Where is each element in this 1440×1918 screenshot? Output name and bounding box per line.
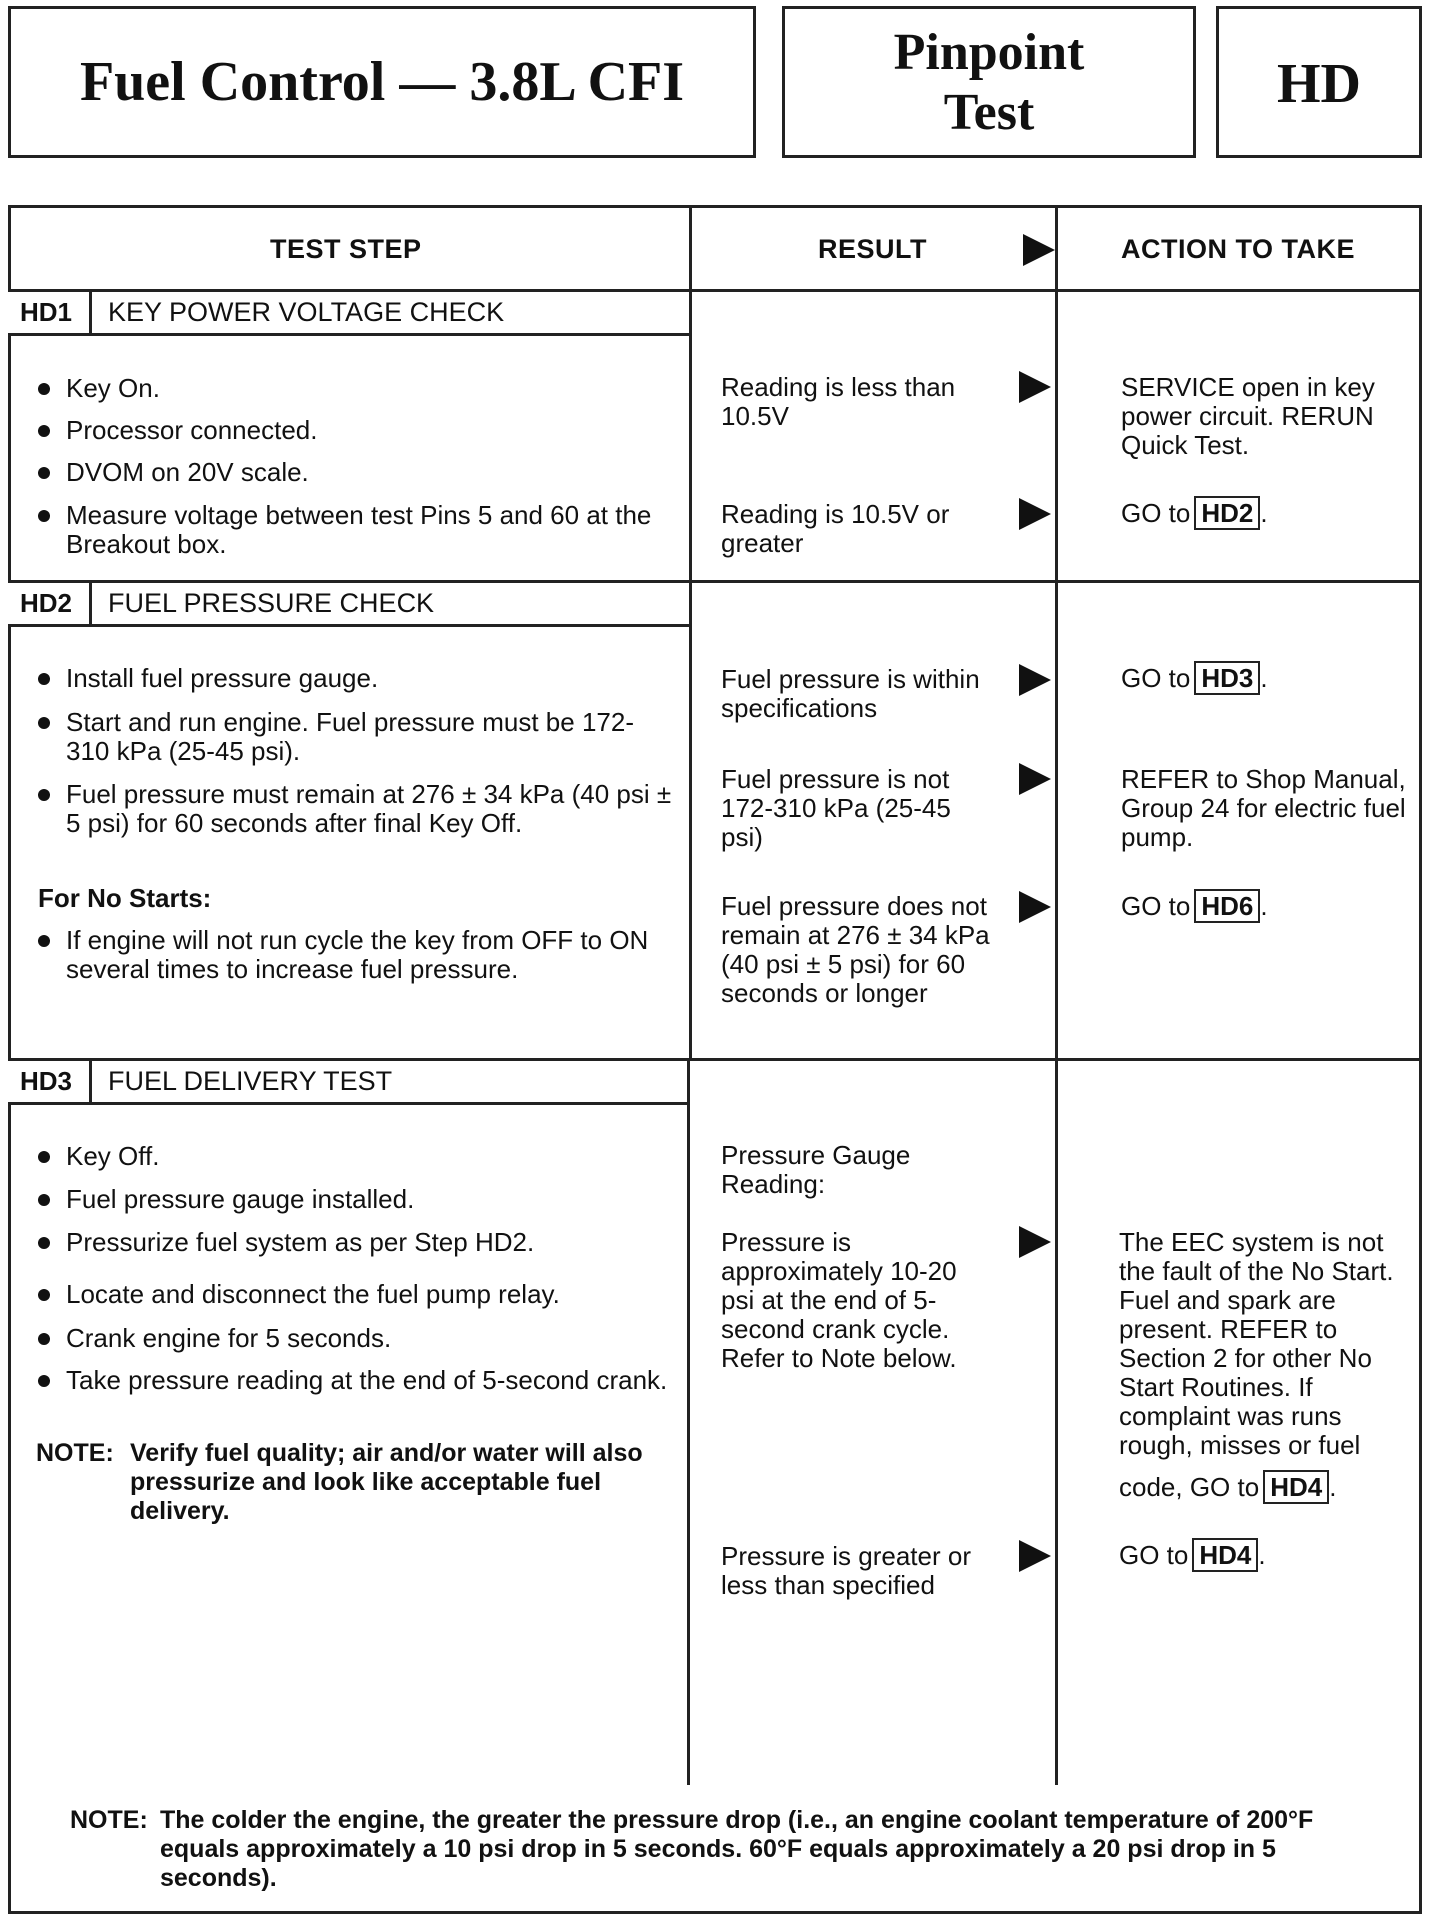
step-header-hd3 <box>8 1058 690 1105</box>
bullet-icon <box>38 467 50 479</box>
arrow-right-icon <box>1019 371 1051 403</box>
list-item: Pressurize fuel system as per Step HD2. <box>36 1228 676 1257</box>
footer-note-text: The colder the engine, the greater the pressure drop (i.e., an engine coolant temperature of 200°F equals approximately a 10 psi drop in 5 seconds. 60°F equals approximately a 20 psi drop in 5 seconds). <box>160 1806 1314 1892</box>
result-text: Reading is 10.5V or greater <box>721 499 950 558</box>
title-box <box>8 6 756 158</box>
arrow-right-icon <box>1023 234 1055 266</box>
result-text: Reading is less than 10.5V <box>721 372 956 431</box>
bullet-icon <box>38 1194 50 1206</box>
action-text: SERVICE open in key power circuit. RERUN Quick Test. <box>1121 372 1375 460</box>
column-header-test-step: TEST STEP <box>270 234 422 264</box>
result-heading: Pressure Gauge Reading: <box>721 1140 911 1199</box>
bullet-icon <box>38 789 50 801</box>
note-label: NOTE: <box>36 1439 114 1467</box>
list-item: Fuel pressure gauge installed. <box>36 1185 676 1214</box>
step-id: HD3 <box>8 1061 92 1102</box>
bullet-icon <box>38 935 50 947</box>
step-link-hd2[interactable]: HD2 <box>1194 496 1260 530</box>
step-link-hd6[interactable]: HD6 <box>1194 889 1260 923</box>
arrow-right-icon <box>1019 664 1051 696</box>
bullet-icon <box>38 1375 50 1387</box>
test-type-line2: Test <box>943 84 1035 141</box>
arrow-right-icon <box>1019 763 1051 795</box>
step-title: FUEL DELIVERY TEST <box>108 1066 393 1096</box>
column-divider-2b <box>1055 1058 1058 1785</box>
list-item: DVOM on 20V scale. <box>36 458 676 487</box>
list-item: Key Off. <box>36 1142 676 1171</box>
page-title: Fuel Control — 3.8L CFI <box>79 51 685 113</box>
action-text: GO to HD4 . <box>1119 1540 1266 1570</box>
action-text: The EEC system is not the fault of the No Start. Fuel and spark are present. REFER to Section 2 for other No Start Routines. If complaint was runs rough, misses or fuel <box>1119 1227 1394 1460</box>
action-text: GO to HD3 . <box>1121 663 1268 693</box>
step-link-hd4[interactable]: HD4 <box>1192 1538 1258 1572</box>
list-item: Fuel pressure must remain at 276 ± 34 kPa (40 psi ± 5 psi) for 60 seconds after final Key Off. <box>36 780 676 838</box>
list-item: Measure voltage between test Pins 5 and 60 at the Breakout box. <box>36 501 676 559</box>
list-item: Crank engine for 5 seconds. <box>36 1324 676 1353</box>
bullet-icon <box>38 1151 50 1163</box>
step-id: HD1 <box>8 292 92 333</box>
list-item: If engine will not run cycle the key from OFF to ON several times to increase fuel pressure. <box>36 926 676 984</box>
column-header-action: ACTION TO TAKE <box>1121 234 1355 264</box>
bullet-icon <box>38 1333 50 1345</box>
arrow-right-icon <box>1019 498 1051 530</box>
step-link-hd3[interactable]: HD3 <box>1194 661 1260 695</box>
result-text: Fuel pressure does not remain at 276 ± 34 kPa (40 psi ± 5 psi) for 60 seconds or longer <box>721 891 990 1008</box>
action-text: code, GO to HD4 . <box>1119 1472 1337 1502</box>
list-item: Start and run engine. Fuel pressure must be 172-310 kPa (25-45 psi). <box>36 708 676 766</box>
action-text: GO to HD2 . <box>1121 498 1268 528</box>
action-text: REFER to Shop Manual, Group 24 for electric fuel pump. <box>1121 764 1406 852</box>
result-text: Fuel pressure is within specifications <box>721 664 980 723</box>
step-title: KEY POWER VOLTAGE CHECK <box>108 297 505 327</box>
test-code-box <box>1216 6 1422 158</box>
test-type-line1: Pinpoint <box>893 24 1085 81</box>
test-code: HD <box>1277 53 1361 115</box>
arrow-right-icon <box>1019 891 1051 923</box>
list-item: Install fuel pressure gauge. <box>36 664 676 693</box>
list-item: Processor connected. <box>36 416 676 445</box>
list-item: Locate and disconnect the fuel pump relay. <box>36 1280 676 1309</box>
bullet-icon <box>38 510 50 522</box>
bullet-icon <box>38 673 50 685</box>
bullet-icon <box>38 383 50 395</box>
bullet-icon <box>38 425 50 437</box>
column-divider-1b <box>687 1058 690 1785</box>
footer-note-label: NOTE: <box>70 1806 148 1834</box>
bullet-icon <box>38 717 50 729</box>
list-item: Key On. <box>36 374 676 403</box>
test-type-box <box>782 6 1196 158</box>
result-text: Fuel pressure is not 172-310 kPa (25-45 psi) <box>721 764 951 852</box>
bullet-icon <box>38 1237 50 1249</box>
step-link-hd4[interactable]: HD4 <box>1263 1470 1329 1504</box>
note-text: Verify fuel quality; air and/or water will also pressurize and look like acceptable fuel delivery. <box>130 1439 643 1525</box>
step-header-hd1 <box>8 289 692 336</box>
step-header-hd2 <box>8 580 692 627</box>
bullet-icon <box>38 1289 50 1301</box>
step-title: FUEL PRESSURE CHECK <box>108 588 435 618</box>
column-divider-2 <box>1055 205 1058 1061</box>
step-id: HD2 <box>8 583 92 624</box>
list-item: Take pressure reading at the end of 5-second crank. <box>36 1366 676 1395</box>
column-header-result: RESULT <box>818 234 927 264</box>
arrow-right-icon <box>1019 1226 1051 1258</box>
result-text: Pressure is approximately 10-20 psi at the end of 5-second crank cycle. Refer to Note below. <box>721 1227 957 1373</box>
arrow-right-icon <box>1019 1540 1051 1572</box>
action-text: GO to HD6 . <box>1121 891 1268 921</box>
result-text: Pressure is greater or less than specified <box>721 1541 971 1600</box>
subheading: For No Starts: <box>38 883 212 913</box>
